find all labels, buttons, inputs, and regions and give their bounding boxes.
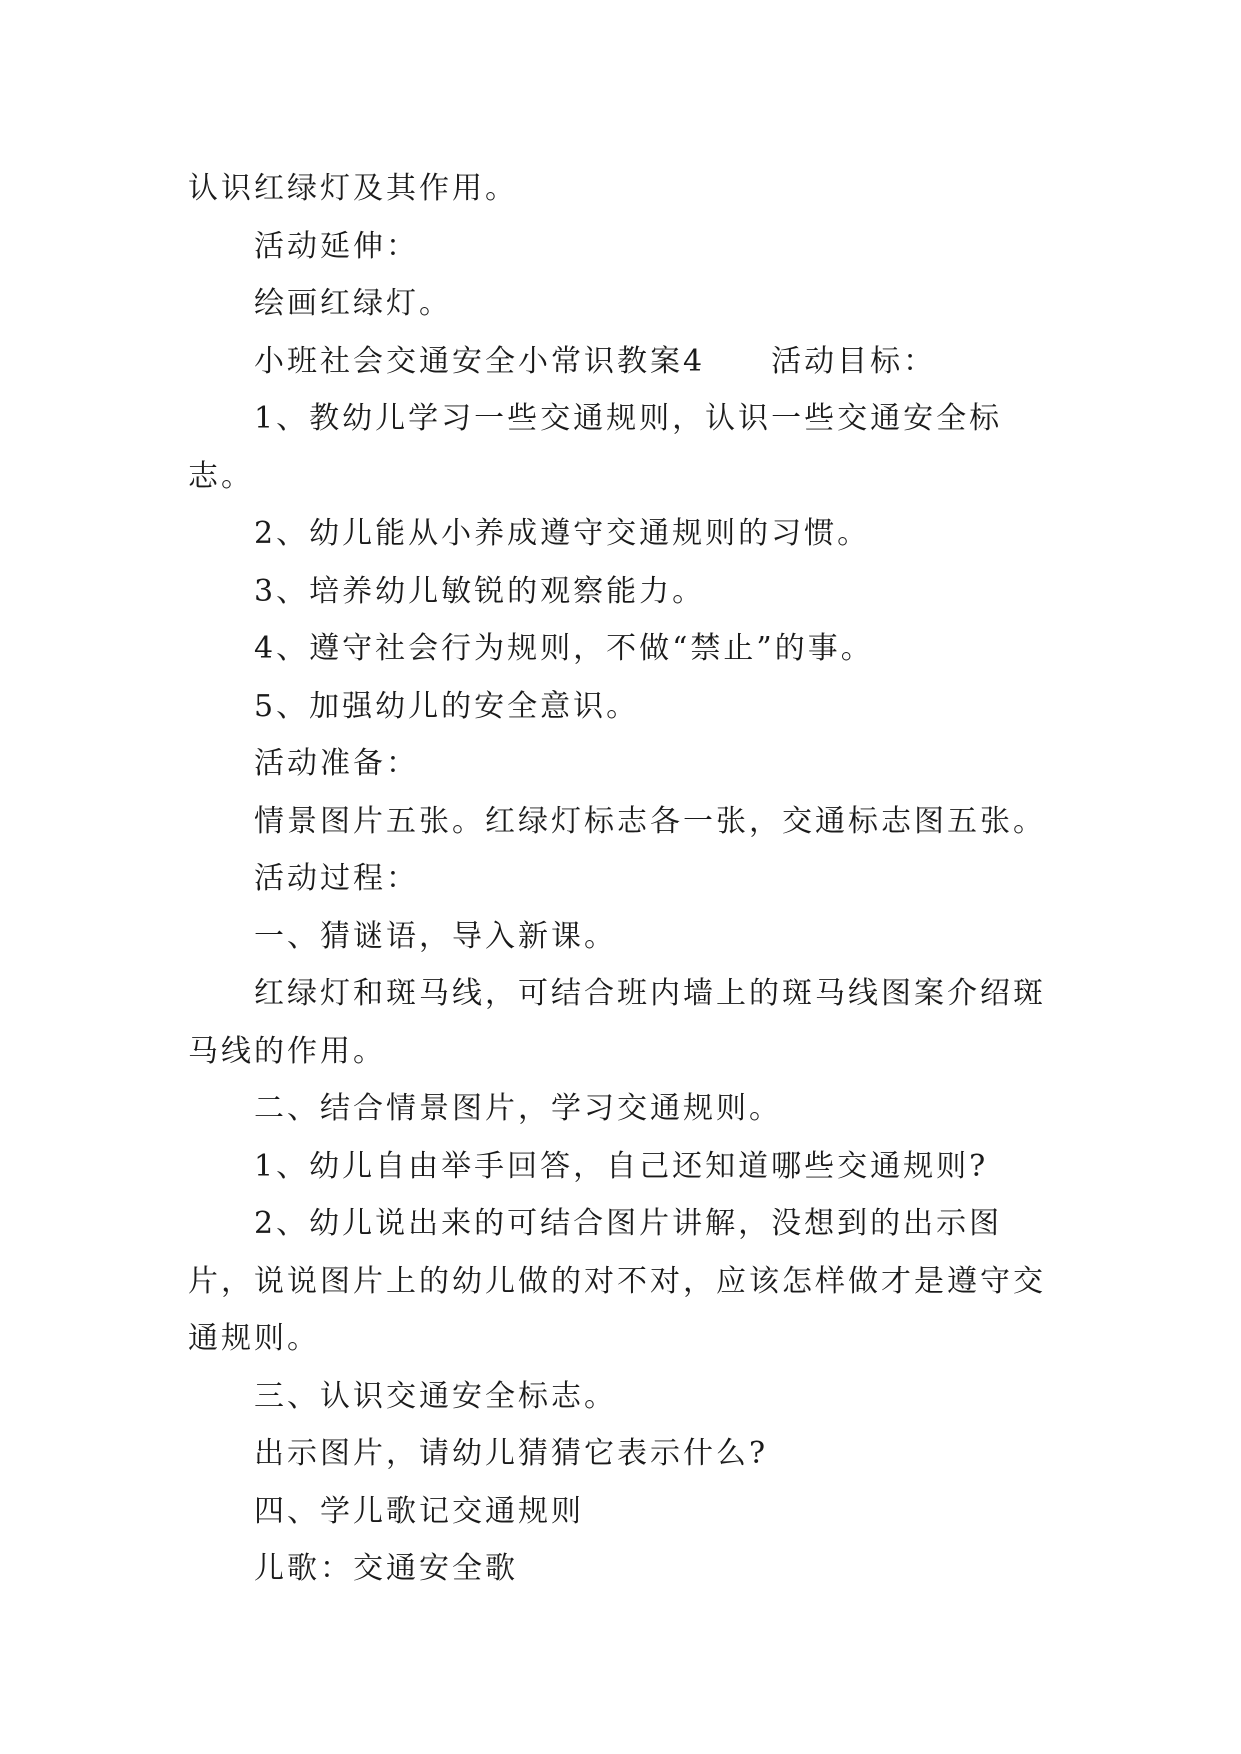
paragraph-15: 二、结合情景图片，学习交通规则。	[254, 1091, 782, 1126]
document-body	[188, 160, 1068, 1598]
paragraph-11: 情景图片五张。红绿灯标志各一张，交通标志图五张。	[254, 803, 1046, 839]
paragraph-12: 活动过程：	[254, 861, 419, 896]
paragraph-16: 1、幼儿自由举手回答，自己还知道哪些交通规则?	[254, 1148, 989, 1184]
paragraph-9: 5、加强幼儿的安全意识。	[254, 688, 640, 724]
paragraph-10: 活动准备：	[254, 746, 419, 781]
paragraph-18: 三、认识交通安全标志。	[254, 1378, 617, 1414]
paragraph-21: 儿歌：交通安全歌	[254, 1551, 518, 1586]
paragraph-5: 1、教幼儿学习一些交通规则，认识一些交通安全标志。	[188, 401, 1003, 494]
paragraph-17: 2、幼儿说出来的可结合图片讲解，没想到的出示图片，说说图片上的幼儿做的对不对，应该怎样做才是遵守交通规则。	[188, 1206, 1046, 1356]
paragraph-19: 出示图片，请幼儿猜猜它表示什么?	[254, 1436, 769, 1471]
paragraph-4: 小班社会交通安全小常识教案4 活动目标：	[254, 343, 937, 379]
paragraph-2: 活动延伸：	[254, 228, 419, 264]
paragraph-3: 绘画红绿灯。	[254, 286, 452, 321]
paragraph-6: 2、幼儿能从小养成遵守交通规则的习惯。	[254, 516, 871, 551]
paragraph-14: 红绿灯和斑马线，可结合班内墙上的斑马线图案介绍斑马线的作用。	[188, 976, 1046, 1069]
paragraph-7: 3、培养幼儿敏锐的观察能力。	[254, 573, 706, 609]
paragraph-13: 一、猜谜语，导入新课。	[254, 918, 617, 954]
paragraph-1: 认识红绿灯及其作用。	[188, 171, 518, 206]
paragraph-8: 4、遵守社会行为规则，不做“禁止”的事。	[254, 631, 874, 666]
paragraph-20: 四、学儿歌记交通规则	[254, 1493, 584, 1529]
